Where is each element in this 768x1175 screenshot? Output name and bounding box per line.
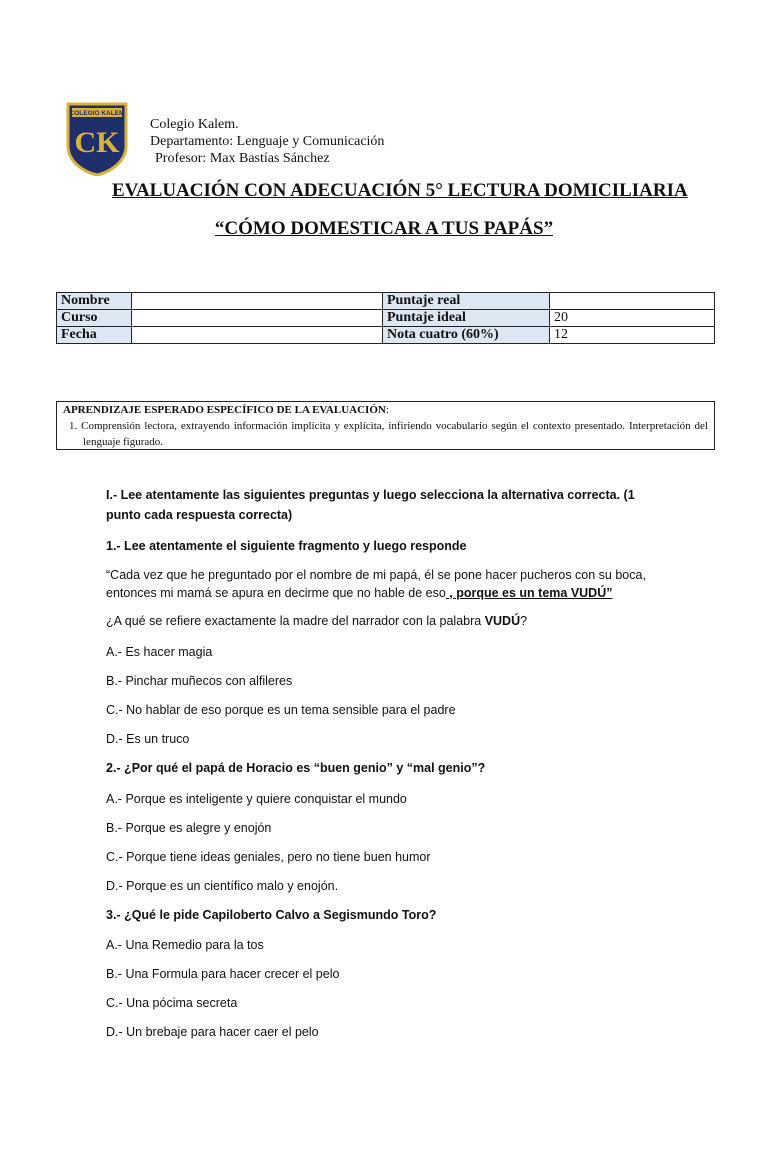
q1-option-c[interactable]: C.- No hablar de eso porque es un tema sensible para el padre (106, 703, 456, 717)
q1-option-b[interactable]: B.- Pinchar muñecos con alfileres (106, 674, 293, 688)
objective-heading-suffix: : (385, 404, 389, 416)
teacher: Profesor: Max Bastías Sánchez (155, 151, 330, 166)
nota-cuatro-value: 12 (550, 327, 715, 344)
q1-option-d[interactable]: D.- Es un truco (106, 732, 190, 746)
objective-box (56, 401, 715, 450)
student-info-table (56, 292, 715, 344)
q2-option-d[interactable]: D.- Porque es un científico malo y enojón. (106, 879, 339, 893)
q2-option-b[interactable]: B.- Porque es alegre y enojón (106, 821, 272, 835)
school-logo (66, 100, 128, 176)
page-title: EVALUACIÓN CON ADECUACIÓN 5° LECTURA DOMICILIARIA (112, 180, 688, 201)
q1-question (106, 614, 527, 628)
label-curso: Curso (57, 310, 132, 327)
q1-fragment (106, 566, 666, 602)
q1-option-a[interactable]: A.- Es hacer magia (106, 645, 213, 659)
q1-question-word: VUDÚ (484, 614, 521, 628)
puntaje-real-field[interactable] (550, 293, 715, 310)
logo-text: COLEGIO KALEM (69, 110, 125, 117)
q3-option-d[interactable]: D.- Un brebaje para hacer caer el pelo (106, 1025, 319, 1039)
fecha-field[interactable] (132, 327, 383, 344)
q1-fragment-text: “Cada vez que he preguntado por el nombre de mi papá, él se pone hacer pucheros con su boca, entonces mi mamá se apura en decirme que no hable de eso (106, 568, 646, 600)
school-name: Colegio Kalem. (150, 117, 239, 132)
label-puntaje-real: Puntaje real (383, 293, 550, 310)
school-info (150, 116, 384, 167)
q2-option-a[interactable]: A.- Porque es inteligente y quiere conquistar el mundo (106, 792, 407, 806)
department: Departamento: Lenguaje y Comunicación (150, 134, 385, 149)
q3-option-a[interactable]: A.- Una Remedio para la tos (106, 938, 264, 952)
table-row (57, 327, 715, 344)
q3-title: 3.- ¿Qué le pide Capiloberto Calvo a Segismundo Toro? (106, 908, 437, 922)
puntaje-ideal-value: 20 (550, 310, 715, 327)
table-row (57, 293, 715, 310)
q2-option-c[interactable]: C.- Porque tiene ideas geniales, pero no tiene buen humor (106, 850, 431, 864)
label-puntaje-ideal: Puntaje ideal (383, 310, 550, 327)
logo-initials: CK (74, 126, 120, 159)
label-nombre: Nombre (57, 293, 132, 310)
nombre-field[interactable] (132, 293, 383, 310)
q1-question-pre: ¿A qué se refiere exactamente la madre del narrador con la palabra (106, 614, 485, 628)
q3-option-b[interactable]: B.- Una Formula para hacer crecer el pelo (106, 967, 340, 981)
q1-fragment-emph: , porque es un tema VUDÚ” (445, 586, 613, 600)
label-nota-cuatro: Nota cuatro (60%) (383, 327, 550, 344)
instructions: I.- Lee atentamente las siguientes preguntas y luego selecciona la alternativa correcta. (1 punto cada respuesta correcta) (106, 488, 635, 522)
objective-item: 1. Comprensión lectora, extrayendo información implícita y explícita, infiriendo vocabulario según el contexto presentado. Interpretación del lenguaje figurado. (69, 420, 708, 448)
q2-title: 2.- ¿Por qué el papá de Horacio es “buen genio” y “mal genio”? (106, 761, 486, 775)
objective-heading: APRENDIZAJE ESPERADO ESPECÍFICO DE LA EVALUACIÓN (63, 404, 386, 416)
table-row (57, 310, 715, 327)
curso-field[interactable] (132, 310, 383, 327)
q1-title: 1.- Lee atentamente el siguiente fragmento y luego responde (106, 539, 467, 553)
book-title: “CÓMO DOMESTICAR A TUS PAPÁS” (214, 218, 554, 239)
q1-question-post: ? (520, 614, 528, 628)
label-fecha: Fecha (57, 327, 132, 344)
q3-option-c[interactable]: C.- Una pócima secreta (106, 996, 238, 1010)
